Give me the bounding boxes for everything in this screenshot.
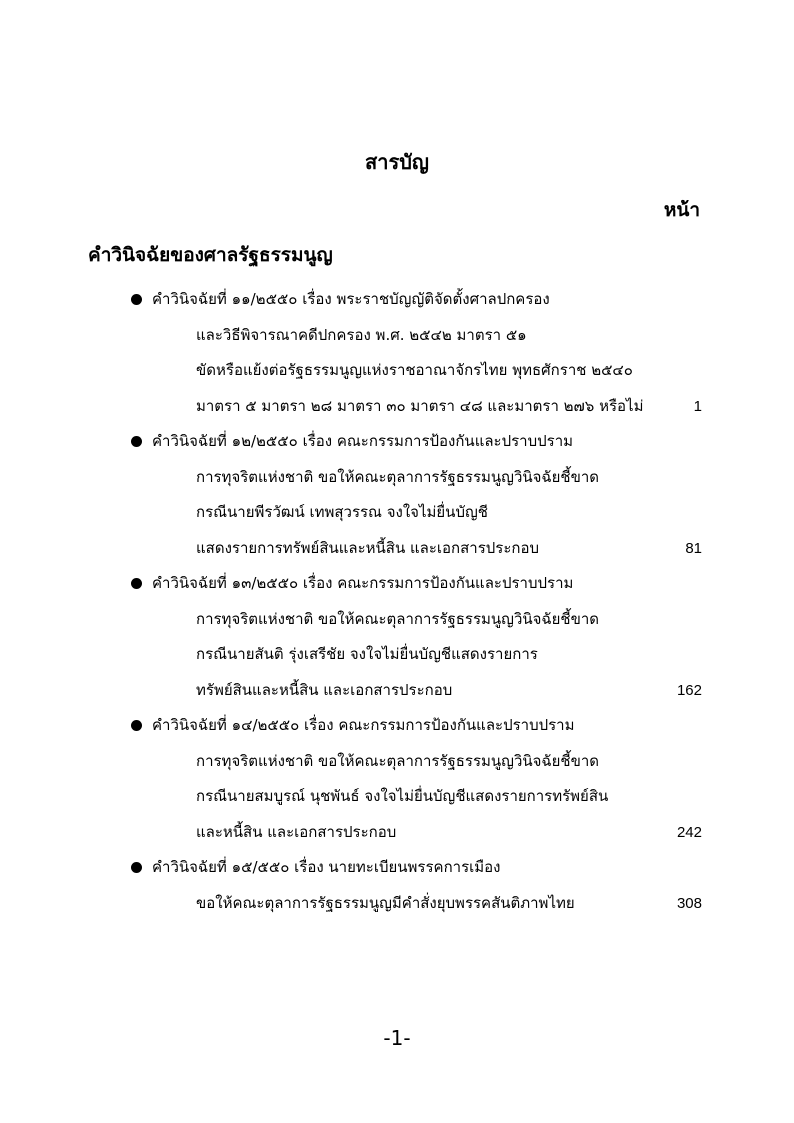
toc-entry-text: การทุจริตแห่งชาติ ขอให้คณะตุลาการรัฐธรรมนูญวินิจฉัยชี้ขาด	[196, 609, 600, 628]
toc-entry-line	[128, 495, 702, 531]
toc-entry-line	[128, 673, 702, 709]
toc-page-number: 81	[685, 539, 702, 557]
toc-entry-line	[128, 318, 702, 354]
toc-entry-text: คำวินิจฉัยที่ ๑๒/๒๕๕๐ เรื่อง คณะกรรมการป้องกันและปราบปราม	[152, 432, 574, 450]
toc-entry-text: กรณีนายสมบูรณ์ นุชพันธ์ จงใจไม่ยื่นบัญชีแสดงรายการทรัพย์สิน	[196, 787, 609, 805]
toc-entry-line	[128, 886, 702, 922]
toc-entry[interactable]	[128, 850, 702, 921]
bullet-icon	[131, 294, 142, 305]
section-heading: คำวินิจฉัยของศาลรัฐธรรมนูญ	[88, 244, 333, 266]
toc-entries	[128, 282, 702, 921]
toc-entry-text: กรณีนายสันติ รุ่งเสรีชัย จงใจไม่ยื่นบัญชีแสดงรายการ	[196, 645, 538, 663]
toc-entry-line	[128, 424, 702, 460]
toc-entry-text: และหนี้สิน และเอกสารประกอบ	[196, 822, 397, 841]
page-column-label: หน้า	[663, 199, 700, 221]
toc-entry[interactable]	[128, 566, 702, 708]
toc-entry[interactable]	[128, 708, 702, 850]
toc-page-number: 308	[676, 894, 702, 912]
page-title: สารบัญ	[365, 150, 429, 174]
toc-page-number: 162	[676, 681, 702, 699]
toc-entry-text: การทุจริตแห่งชาติ ขอให้คณะตุลาการรัฐธรรมนูญวินิจฉัยชี้ขาด	[196, 751, 600, 770]
toc-entry-line	[128, 602, 702, 638]
toc-entry-line	[128, 744, 702, 780]
toc-entry-line	[128, 531, 702, 567]
toc-entry-text: คำวินิจฉัยที่ ๑๑/๒๕๕๐ เรื่อง พระราชบัญญัติจัดตั้งศาลปกครอง	[152, 290, 550, 308]
toc-entry-text: ทรัพย์สินและหนี้สิน และเอกสารประกอบ	[196, 680, 453, 699]
toc-entry-line	[128, 566, 702, 602]
toc-entry-text: กรณีนายพีรวัฒน์ เทพสุวรรณ จงใจไม่ยื่นบัญชี	[196, 503, 488, 521]
toc-entry-line	[128, 815, 702, 851]
toc-page-number: 1	[693, 397, 702, 415]
toc-entry[interactable]	[128, 424, 702, 566]
toc-entry-text: ขอให้คณะตุลาการรัฐธรรมนูญมีคำสั่งยุบพรรคสันติภาพไทย	[196, 893, 575, 912]
toc-entry-line	[128, 282, 702, 318]
toc-entry-line	[128, 779, 702, 815]
bullet-icon	[131, 436, 142, 447]
toc-entry-text: คำวินิจฉัยที่ ๑๓/๒๕๕๐ เรื่อง คณะกรรมการป้องกันและปราบปราม	[152, 574, 574, 592]
toc-entry-line	[128, 460, 702, 496]
toc-entry-text: แสดงรายการทรัพย์สินและหนี้สิน และเอกสารประกอบ	[196, 538, 540, 557]
toc-entry-line	[128, 637, 702, 673]
toc-entry-line	[128, 389, 702, 425]
toc-entry-line	[128, 708, 702, 744]
bullet-icon	[131, 578, 142, 589]
toc-entry[interactable]	[128, 282, 702, 424]
bullet-icon	[131, 862, 142, 873]
toc-entry-text: คำวินิจฉัยที่ ๑๕/๕๕๐ เรื่อง นายทะเบียนพรรคการเมือง	[152, 858, 501, 876]
toc-page-number: 242	[676, 823, 702, 841]
footer-page-number: -1-	[383, 1026, 411, 1050]
toc-entry-line	[128, 850, 702, 886]
toc-entry-text: คำวินิจฉัยที่ ๑๔/๒๕๕๐ เรื่อง คณะกรรมการป้องกันและปราบปราม	[152, 716, 575, 734]
toc-entry-text: มาตรา ๕ มาตรา ๒๘ มาตรา ๓๐ มาตรา ๔๘ และมาตรา ๒๗๖ หรือไม่	[196, 396, 644, 415]
bullet-icon	[131, 720, 142, 731]
toc-entry-text: ขัดหรือแย้งต่อรัฐธรรมนูญแห่งราชอาณาจักรไทย พุทธศักราช ๒๕๔๐	[196, 361, 633, 379]
toc-entry-line	[128, 353, 702, 389]
toc-entry-text: และวิธีพิจารณาคดีปกครอง พ.ศ. ๒๕๔๒ มาตรา ๕๑	[196, 325, 527, 344]
toc-entry-text: การทุจริตแห่งชาติ ขอให้คณะตุลาการรัฐธรรมนูญวินิจฉัยชี้ขาด	[196, 467, 600, 486]
